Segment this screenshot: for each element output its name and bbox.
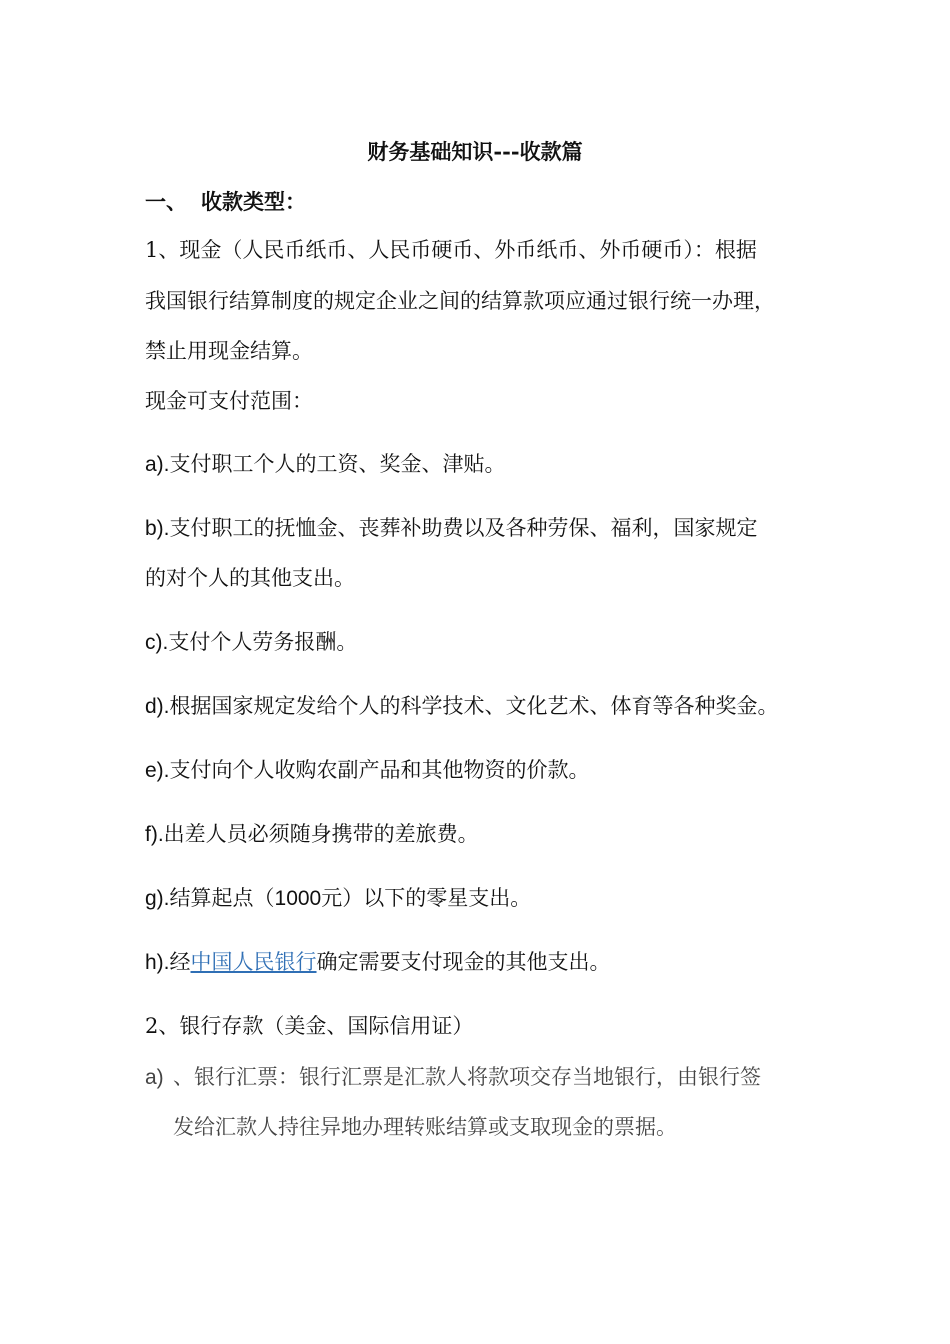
item2a-text: 、银行汇票：银行汇票是汇款人将款项交存当地银行，由银行签: [173, 1065, 761, 1089]
list-text: 支付个人劳务报酬。: [168, 630, 358, 654]
list-prefix: d).: [145, 695, 170, 718]
list-text-after: 确定需要支付现金的其他支出。: [316, 950, 611, 974]
list-prefix: h).: [145, 951, 170, 974]
item1-line1: 1、现金（人民币纸币、人民币硬币、外币纸币、外币硬币）：根据: [145, 238, 757, 262]
list-item-e: [145, 756, 590, 785]
cash-scope-label: 现金可支付范围：: [145, 389, 313, 413]
list-item-b-continuation: 的对个人的其他支出。: [145, 566, 355, 590]
item2-line1: 2、银行存款（美金、国际信用证）: [145, 1014, 474, 1038]
list-item-b: [145, 514, 758, 543]
item1-line3: 禁止用现金结算。: [145, 339, 313, 363]
list-prefix: b).: [145, 517, 170, 540]
list-text: 根据国家规定发给个人的科学技术、文化艺术、体育等各种奖金。: [169, 694, 779, 718]
list-text-before: 结算起点（: [169, 886, 275, 910]
list-text-after: 元）以下的零星支出。: [321, 886, 532, 910]
list-text: 支付职工的抚恤金、丧葬补助费以及各种劳保、福利，国家规定: [169, 516, 758, 540]
list-item-g: [145, 884, 531, 913]
item2a-line2: 发给汇款人持往异地办理转账结算或支取现金的票据。: [173, 1115, 677, 1139]
list-text-before: 经: [169, 950, 191, 974]
list-prefix: f).: [145, 823, 164, 846]
list-item-a: [145, 450, 506, 479]
amount-value: 1000: [274, 887, 322, 910]
pboc-link[interactable]: 中国人民银行: [190, 950, 317, 974]
list-item-d: [145, 692, 779, 721]
document-title: 财务基础知识---收款篇: [367, 139, 583, 164]
list-item-f: [145, 820, 479, 849]
list-item-c: [145, 628, 357, 657]
list-prefix: g).: [145, 887, 170, 910]
list-prefix: a).: [145, 453, 170, 476]
section-number: 一、: [145, 189, 187, 214]
section-heading-1: [145, 188, 306, 216]
list-text: 支付向个人收购农副产品和其他物资的价款。: [169, 758, 590, 782]
section-label: 收款类型：: [201, 189, 306, 214]
list-text: 出差人员必须随身携带的差旅费。: [163, 822, 479, 846]
item2a-line1: [145, 1063, 761, 1092]
list-item-h: [145, 948, 611, 977]
list-prefix: c).: [145, 631, 169, 654]
item1-line2: 我国银行结算制度的规定企业之间的结算款项应通过银行统一办理，: [145, 289, 775, 313]
list-text: 支付职工个人的工资、奖金、津贴。: [169, 452, 506, 476]
list-prefix: e).: [145, 759, 170, 782]
item2a-prefix: a): [145, 1066, 164, 1089]
